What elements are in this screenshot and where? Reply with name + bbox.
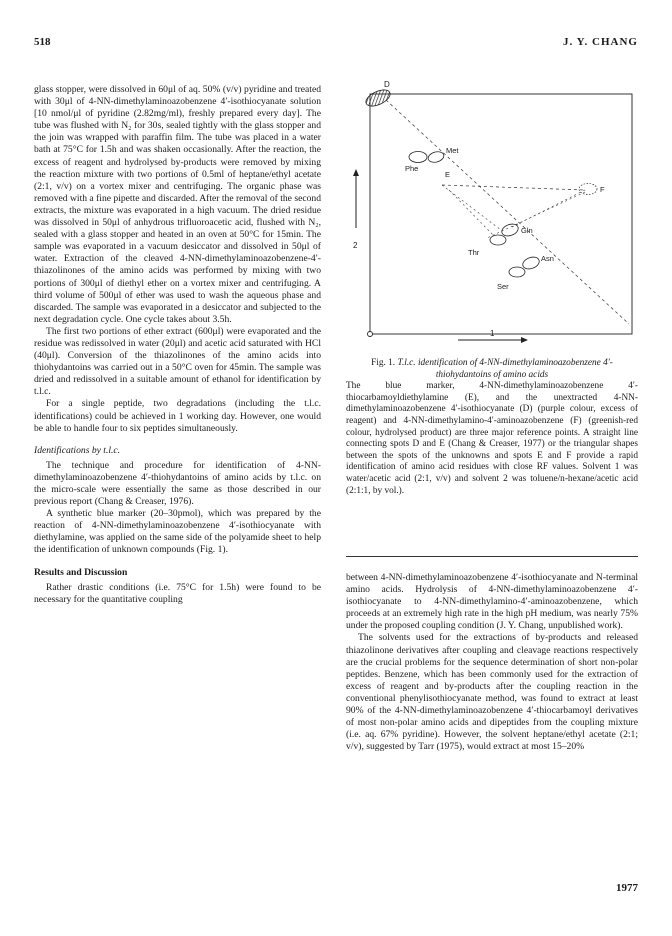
origin-point	[368, 332, 373, 337]
solvent-2-label: 2	[353, 241, 358, 250]
reference-line-e-f	[442, 185, 585, 190]
caption-title-text: T.l.c. identification of 4-NN-dimethylaminoazobenzene 4′-thiohydantoins of amino acids	[397, 358, 613, 380]
solvent-1-label: 1	[490, 329, 495, 338]
paragraph: For a single peptide, two degradations (including the t.l.c. identifications) could be achieved in 1 working day. However, one would be able to handle four to six peptides simultaneously.	[34, 398, 321, 434]
triangle-line	[449, 190, 494, 236]
paragraph: Rather drastic conditions (i.e. 75°C for 1.5h) were found to be necessary for the quantitative coupling	[34, 581, 321, 605]
paragraph: A synthetic blue marker (20–30pmol), which was prepared by the reaction of 4-NN-dimethylaminoazobenzene 4′-isothiocyanate with diethylamine, was applied on the same side of the polyamide sheet to help the identification of unknown compounds (Fig. 1).	[34, 508, 321, 556]
figure-caption	[346, 358, 638, 497]
spot-d	[363, 87, 392, 110]
paragraph: The first two portions of ether extract (600μl) were evaporated and the residue was redissolved in water (20μl) and acetic acid saturated with HCl (40μl). Conversion of the thiazolinones of the amino acids into thiohydantoins was carried out in a 50°C oven for 45min. The sample was dried and redissolved in a suitable amount of ethanol for identification by t.l.c.	[34, 325, 321, 398]
spot-asn	[521, 255, 541, 271]
spot-label-d: D	[384, 80, 390, 89]
spot-met	[427, 150, 445, 164]
spot-label-ser: Ser	[497, 282, 509, 291]
spot-f	[579, 184, 597, 195]
subsection-heading: Identifications by t.l.c.	[34, 444, 121, 456]
spot-label-f: F	[600, 185, 605, 194]
caption-lead: Fig. 1.	[371, 358, 398, 368]
journal-year: 1977	[616, 882, 638, 894]
spot-thr	[490, 235, 506, 245]
spot-label-e: E	[445, 170, 451, 179]
spot-label-gln: Gln	[521, 226, 533, 235]
caption-body: The blue marker, 4-NN-dimethylaminoazobenzene 4′-thiocarbamoyldiethylamine (E), and the unextracted 4-NN-dimethylaminoazobenzene 4′-isothiocyanate (D) (purple colour, excess of reagent) and 4-NN-dimethylamino-4′-aminoazobenzene (F) (greenish-red colour, hydrolysed product) are three major reference points. A straight line connecting spots D and E (Chang & Creaser, 1977) or the triangular shapes between the spots of the unknowns and spots E and F provide a rapid identification of amino acid residues with close RF values. Solvent 1 was water/acetic acid (2:1, v/v) and solvent 2 was toluene/n-hexane/acetic acid (2:1:1, by vol.).	[346, 381, 638, 496]
running-head-author: J. Y. CHANG	[563, 36, 638, 48]
caption-title	[346, 358, 638, 381]
spot-label-thr: Thr	[468, 248, 480, 257]
spot-ser	[509, 267, 525, 277]
triangle-line	[510, 190, 585, 228]
plate-outline	[370, 94, 632, 334]
page-number: 518	[34, 36, 51, 48]
paragraph: The technique and procedure for identification of 4-NN-dimethylaminoazobenzene 4′-thiohydantoins of amino acids by t.l.c. on the micro-scale were essentially the same as those described in our previous report (Chang & Creaser, 1976).	[34, 459, 321, 508]
spot-label-met: Met	[446, 146, 459, 155]
paragraph: glass stopper, were dissolved in 60μl of aq. 50% (v/v) pyridine and treated with 30μl of 4-NN-dimethylaminoazobenzene 4′-isothiocyanate solution [10 nmol/μl of pyridine (2.82mg/ml), freshly prepared every day]. The tube was flushed with N₂ for 30s, sealed tightly with the glass stopper and the join was wrapped with paraffin film. The tube was placed in a water bath at 75°C for 1.5h and was shaken occasionally. After the reaction, the excess of reagent and hydrolysed by-products were removed by mixing the reaction mixture with two portions of 0.5ml of heptane/ethyl acetate (2:1, v/v) on a vortex mixer and centrifuging. The organic phase was removed with a fine pipette and discarded. After the removal of the second extracts, the mixture was evaporated in a high vacuum. The dried residue was dissolved in 50μl of anhydrous trifluoroacetic acid, flushed with N₂, sealed with a glass stopper and heated in an oven at 50°C for 15min. The sample was evaporated in a vacuum desiccator and dissolved in 50μl of water. Extraction of the cleaved 4-NN-dimethylaminoazobenzene-4′-thiazolinones of the amino acids was performed by mixing with two portions of 300μl of diethyl ether on a vortex mixer and centrifuging. A third volume of 500μl of ether was used to wash the aqueous phase and discarded. The sample was evaporated in a desiccator and subjected to the next degradation cycle. One cycle takes about 3.5h.	[34, 84, 321, 325]
triangle-line	[442, 185, 501, 230]
section-heading: Results and Discussion	[34, 566, 128, 578]
left-column	[34, 84, 321, 606]
caption-divider	[346, 556, 638, 557]
spot-label-asn: Asn	[541, 254, 554, 263]
tlc-figure	[342, 78, 638, 348]
spot-phe	[409, 152, 427, 163]
paragraph: The solvents used for the extractions of by-products and released thiazolinone derivatives after coupling and cleavage reactions respectively are the crucial problems for the sequence determination of short non-polar peptides. Benzene, which has been commonly used for the extraction of excess of reagent and by-products after the coupling reaction in the conventional phenylisothiocyanate method, was found to extract at least 90% of the 4-NN-dimethylaminoazobenzene 4′-thiocarbamoyl derivatives of most non-polar amino acids and dipeptides from the coupling mixture (i.e. aq. 67% pyridine). However, the solvent heptane/ethyl acetate (2:1; v/v), suggested by Tarr (1975), would extract at most 15–20%	[346, 632, 638, 753]
spot-label-phe: Phe	[405, 164, 419, 173]
paragraph: between 4-NN-dimethylaminoazobenzene 4′-isothiocyanate and N-terminal amino acids. Hydrolysis of 4-NN-dimethylaminoazobenzene 4′-isothiocyanate to 4-NN-dimethylamino-4′-aminoazobenzene, which proceeds at an extremely high rate in the high pH medium, was nearly 75% under the proposed coupling condition (J. Y. Chang, unpublished work).	[346, 572, 638, 632]
right-column	[346, 572, 638, 753]
